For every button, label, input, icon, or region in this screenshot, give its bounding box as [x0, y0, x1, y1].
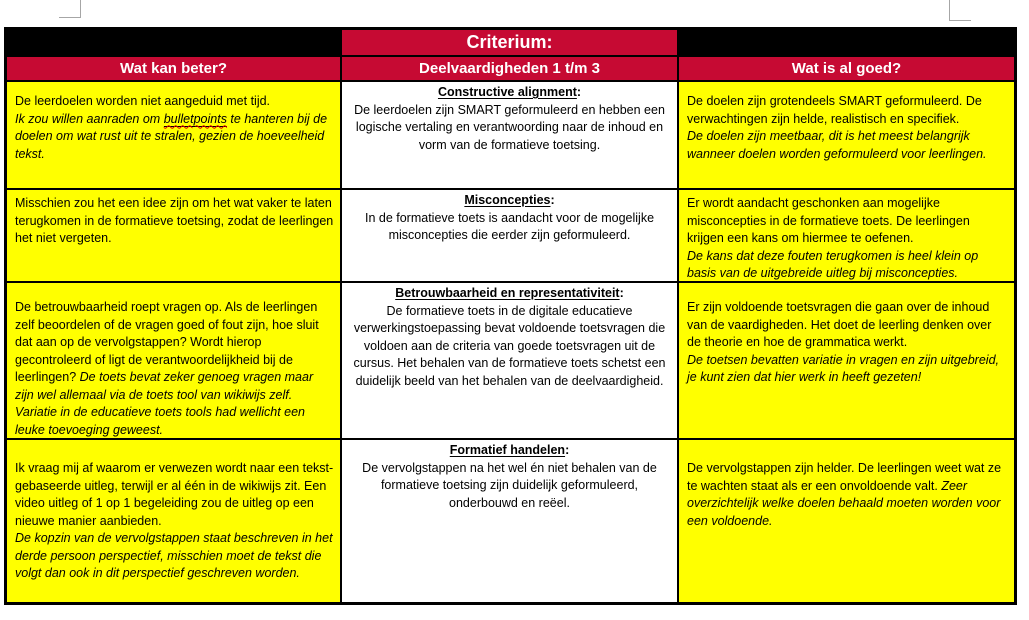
feedback-cell-beter-row2[interactable]	[7, 190, 340, 281]
criterion-title: Misconcepties:	[464, 193, 555, 207]
criterion-cell-row2[interactable]	[342, 190, 677, 281]
column-header-deelvaardigheden[interactable]	[342, 57, 677, 80]
criterion-title: Constructive alignment:	[437, 85, 582, 99]
criterion-body: In de formatieve toets is aandacht voor de mogelijke misconcepties die eerder zijn geformuleerd.	[364, 210, 655, 242]
text-segment: De vervolgstappen zijn helder. De leerlingen weet wat ze te wachten staat als er een onvoldoende valt.	[687, 461, 1002, 493]
text-segment: De toets bevat zeker genoeg vragen maar zijn wel allemaal via de toets tool van wikiwijs zelf. Variatie in de educatieve toets tools had wellicht een leuke toevoeging geweest.	[15, 370, 314, 437]
feedback-cell-goed-row1[interactable]	[679, 82, 1014, 188]
rubric-table	[4, 27, 1017, 605]
page-boundary-mark-right	[949, 0, 971, 21]
header-black-cell-left	[7, 30, 340, 55]
criterion-title: Formatief handelen:	[449, 443, 570, 457]
feedback-cell-goed-row4[interactable]	[679, 440, 1014, 602]
feedback-cell-goed-row2[interactable]	[679, 190, 1014, 281]
feedback-cell-beter-row4[interactable]	[7, 440, 340, 602]
text-segment: De toetsen bevatten variatie in vragen en zijn uitgebreid, je kunt zien dat hier werk in heeft gezeten!	[687, 352, 999, 384]
column-header-label: Wat kan beter?	[120, 59, 227, 77]
feedback-cell-goed-row3[interactable]	[679, 283, 1014, 438]
text-segment: De kopzin van de vervolgstappen staat beschreven in het derde persoon perspectief, misschien moet de tekst die volgt dan ook in dit perspectief geschreven worden.	[15, 531, 333, 580]
text-segment: De doelen zijn meetbaar, dit is het meest belangrijk wanneer doelen worden geformuleerd voor leerlingen.	[687, 129, 987, 161]
text-segment: te hanteren bij de doelen om wat rust uit te stralen, gezien de hoeveelheid tekst.	[15, 111, 328, 161]
column-header-label: Wat is al goed?	[791, 59, 902, 77]
header-black-cell-right	[679, 30, 1014, 55]
column-header-wat-is-al-goed[interactable]	[679, 57, 1014, 80]
text-segment: Ik vraag mij af waarom er verwezen wordt naar een tekst-gebaseerde uitleg, terwijl er al één in de wikiwijs zit. Een video uitleg of 1 op 1 begeleiding zou de uitleg op een nieuwe manier aanbieden.	[15, 461, 334, 528]
criterion-cell-row1[interactable]	[342, 82, 677, 188]
page-boundary-mark-left	[59, 0, 81, 18]
criterium-header-cell[interactable]	[342, 30, 677, 55]
criterium-label: Criterium:	[466, 31, 553, 52]
criterion-cell-row3[interactable]	[342, 283, 677, 438]
text-segment: Er wordt aandacht geschonken aan mogelijke misconcepties in de formatieve toets. De leerlingen krijgen een kans om hiermee te oefenen.	[687, 196, 970, 245]
criterion-body: De vervolgstappen na het wel én niet behalen van de formatieve toetsing zijn duidelijk geformuleerd, onderbouwd en reëel.	[362, 460, 657, 510]
text-segment: Misschien zou het een idee zijn om het wat vaker te laten terugkomen in de formatieve toetsing, zodat de leerlingen het niet vergeten.	[15, 196, 334, 245]
text-segment: De kans dat deze fouten terugkomen is heel klein op basis van de uitgebreide uitleg bij misconcepties.	[687, 248, 979, 280]
feedback-cell-beter-row3[interactable]	[7, 283, 340, 438]
criterion-cell-row4[interactable]	[342, 440, 677, 602]
text-segment: De betrouwbaarheid roept vragen op. Als de leerlingen zelf beoordelen of de vragen goed of fout zijn, hoe sluit dat aan op de vervolgstappen? Wordt hierop gecontroleerd of ligt de verantwoordelijkheid bij de leerlingen?	[15, 300, 319, 384]
column-header-wat-kan-beter[interactable]	[7, 57, 340, 80]
column-header-label: Deelvaardigheden 1 t/m 3	[419, 59, 600, 77]
criterion-body: De leerdoelen zijn SMART geformuleerd en hebben een logische vertaling en verantwoording naar de inhoud en vorm van de formatieve toetsing.	[354, 102, 665, 152]
text-segment: Er zijn voldoende toetsvragen die gaan over de inhoud van de vaardigheden. Het doet de leerling denken over de theorie en hoe de grammatica werkt.	[687, 300, 992, 349]
criterion-body: De formatieve toets in de digitale educatieve verwerkingstoepassing bevat voldoende toetsvragen die voldoen aan de criteria van goede toetsvragen uit de cursus. Het behalen van de formatieve toets schetst een duidelijk beeld van het behalen van de deelvaardigheid.	[353, 303, 666, 388]
text-segment: Ik zou willen aanraden om	[15, 111, 164, 126]
text-segment: De leerdoelen worden niet aangeduid met tijd.	[15, 94, 271, 108]
text-segment: De doelen zijn grotendeels SMART geformuleerd. De verwachtingen zijn helde, realistisch en specifiek.	[687, 94, 982, 126]
text-segment: bulletpoints	[163, 111, 227, 126]
feedback-cell-beter-row1[interactable]	[7, 82, 340, 188]
text-segment: Zeer overzichtelijk welke doelen behaald moeten worden voor een voldoende.	[687, 478, 1001, 528]
criterion-title: Betrouwbaarheid en representativiteit:	[395, 286, 624, 300]
